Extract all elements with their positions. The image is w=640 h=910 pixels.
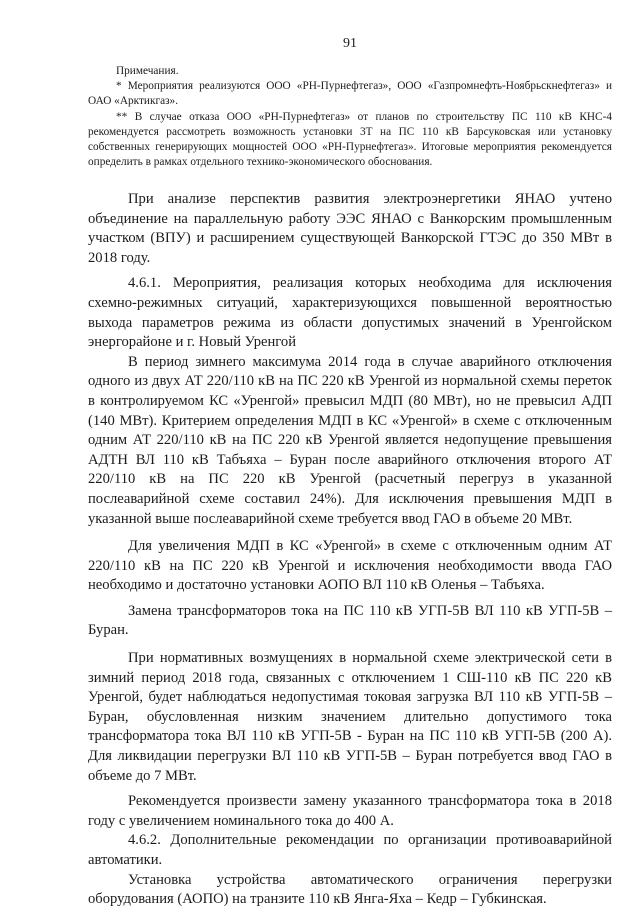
paragraph-7: Рекомендуется произвести замену указанного трансформатора тока в 2018 году с увеличением номинального тока до 400 А. — [88, 793, 612, 829]
notes-heading: Примечания. — [116, 65, 179, 77]
paragraph-4: Для увеличения МДП в КС «Уренгой» в схеме с отключенным одним АТ 220/110 кВ на ПС 220 кВ Уренгой и исключения необходимости ввода ГАО необходимо и достаточно установки АОПО ВЛ 110 кВ Оленья – Табъяха. — [88, 538, 612, 594]
page-number: 91 — [343, 36, 357, 51]
paragraph-9: Установка устройства автоматического ограничения перегрузки оборудования (АОПО) на транзите 110 кВ Янга-Яха – Кедр – Губкинская. — [88, 871, 612, 908]
notes-block — [88, 64, 612, 170]
paragraph-6: При нормативных возмущениях в нормальной схеме электрической сети в зимний период 2018 года, связанных с отключением 1 СШ-110 кВ ПС 220 кВ Уренгой, будет наблюдаться недопустимая токовая загрузка ВЛ 110 кВ УГП-5В – Буран, обусловленная низким значением длительно допустимого тока трансформатора тока ВЛ 110 кВ УГП-5В - Буран на ПС 110 кВ УГП-5В (200 А). Для ликвидации перегрузки ВЛ 110 кВ УГП-5В – Буран потребуется ввод ГАО в объеме до 7 МВт. — [88, 650, 612, 784]
paragraph-1: При анализе перспектив развития электроэнергетики ЯНАО учтено объединение на параллельную работу ЭЭС ЯНАО с Ванкорским промышленным участком (ВПУ) и расширением существующей Ванкорской ГТЭС до 350 МВт в 2018 году. — [88, 191, 612, 266]
section-heading-4-6-1: 4.6.1. Мероприятия, реализация которых необходима для исключения схемно-режимных ситуаций, характеризующихся повышенной вероятностью выхода параметров режима из области допустимых значений в Уренгойском энергорайоне и г. Новый Уренгой — [88, 275, 612, 351]
section-heading-4-6-2: 4.6.2. Дополнительные рекомендации по организации противоаварийной автоматики. — [88, 832, 612, 868]
body-text — [88, 190, 612, 910]
paragraph-5: Замена трансформаторов тока на ПС 110 кВ УГП-5В ВЛ 110 кВ УГП-5В – Буран. — [88, 602, 612, 639]
paragraph-3: В период зимнего максимума 2014 года в случае аварийного отключения одного из двух АТ 220/110 кВ на ПС 220 кВ Уренгой из нормальной схемы переток в контролируемом КС «Уренгой» превысил МДП (80 МВт), но не превысил АДП (140 МВт). Критерием определения МДП в КС «Уренгой» в схеме с отключенным одним АТ 220/110 кВ на ПС 220 кВ Уренгой является недопущение превышения АДТН ВЛ 110 кВ Табъяха – Буран после аварийного отключения второго АТ 220/110 кВ на ПС 220 кВ Уренгой (расчетный перегруз в указанной послеаварийной схеме составил 24%). Для исключения превышения МДП в указанной выше послеаварийной схеме требуется ввод ГАО в объеме 20 МВт. — [88, 353, 612, 527]
note-2: ** В случае отказа ООО «РН-Пурнефтегаз» от планов по строительству ПС 110 кВ КНС-4 рекомендуется рассмотреть возможность установки 3Т на ПС 110 кВ Барсуковская или установку собственных генерирующих мощностей ООО «РН-Пурнефтегаз». Итоговые мероприятия рекомендуется определить в рамках отдельного технико-экономического обоснования. — [88, 110, 612, 169]
note-1: * Мероприятия реализуются ООО «РН-Пурнефтегаз», ООО «Газпромнефть-Ноябрьскнефтегаз» и ОАО «Арктикгаз». — [88, 80, 612, 108]
